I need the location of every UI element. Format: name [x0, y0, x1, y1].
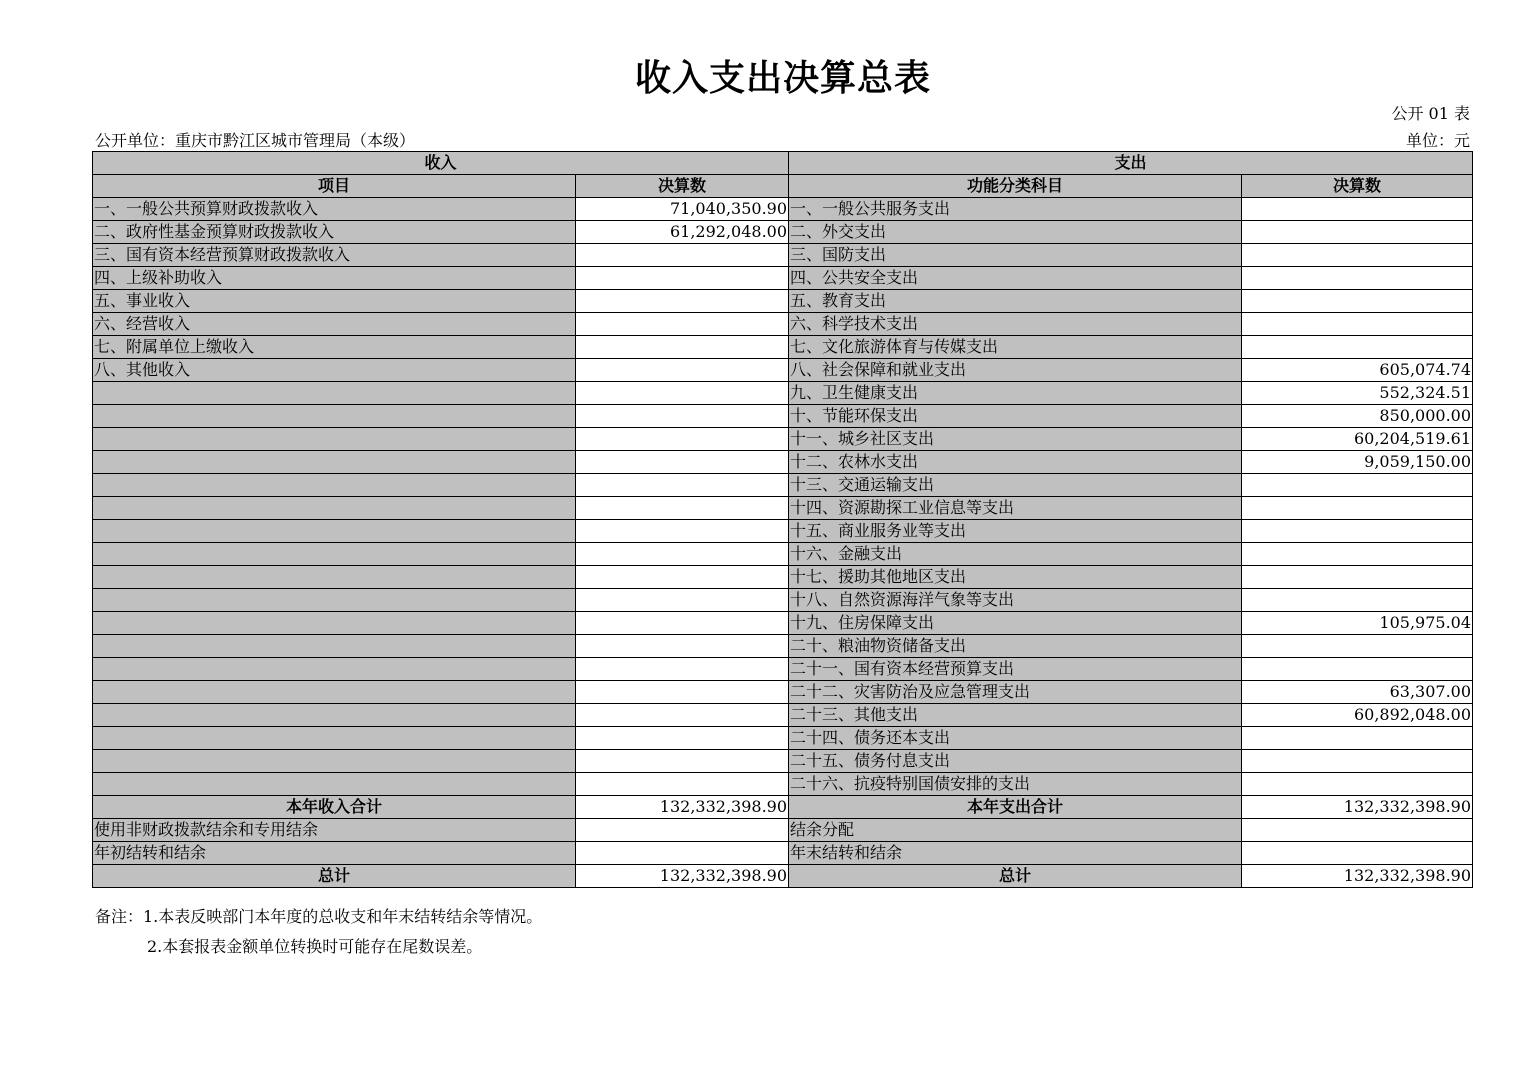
func-header: 功能分类科目: [789, 175, 1242, 198]
income-amount: 132,332,398.90: [576, 865, 789, 888]
expense-item: 十九、住房保障支出: [789, 612, 1242, 635]
income-amount: [576, 566, 789, 589]
form-code: 公开 01 表: [1391, 104, 1470, 123]
expense-amount: 605,074.74: [1242, 359, 1473, 382]
amount-header-income: 决算数: [576, 175, 789, 198]
table-row: [93, 727, 1473, 750]
expense-amount: [1242, 566, 1473, 589]
income-amount: [576, 290, 789, 313]
income-amount: 132,332,398.90: [576, 796, 789, 819]
table-row: [93, 773, 1473, 796]
expense-item: 十八、自然资源海洋气象等支出: [789, 589, 1242, 612]
table-row: [93, 336, 1473, 359]
income-amount: [576, 658, 789, 681]
expense-amount: [1242, 589, 1473, 612]
expense-amount: [1242, 290, 1473, 313]
expense-amount: [1242, 198, 1473, 221]
table-row: [93, 198, 1473, 221]
page-title: 收入支出决算总表: [634, 58, 931, 99]
expense-item: 十三、交通运输支出: [789, 474, 1242, 497]
table-row: [93, 635, 1473, 658]
income-amount: [576, 359, 789, 382]
expense-amount: [1242, 520, 1473, 543]
expense-amount: [1242, 267, 1473, 290]
income-amount: [576, 727, 789, 750]
income-item: [93, 566, 576, 589]
income-amount: [576, 451, 789, 474]
income-header: 收入: [93, 152, 789, 175]
expense-amount: [1242, 336, 1473, 359]
income-item: 一、一般公共预算财政拨款收入: [93, 198, 576, 221]
income-amount: [576, 635, 789, 658]
expense-item: 十、节能环保支出: [789, 405, 1242, 428]
expense-amount: 63,307.00: [1242, 681, 1473, 704]
income-item: 本年收入合计: [93, 796, 576, 819]
expense-item: 二十二、灾害防治及应急管理支出: [789, 681, 1242, 704]
header-row-columns: [93, 175, 1473, 198]
expense-amount: 60,204,519.61: [1242, 428, 1473, 451]
income-amount: [576, 313, 789, 336]
income-amount: [576, 842, 789, 865]
income-amount: [576, 704, 789, 727]
expense-amount: 105,975.04: [1242, 612, 1473, 635]
expense-amount: 850,000.00: [1242, 405, 1473, 428]
income-amount: [576, 244, 789, 267]
expense-amount: 60,892,048.00: [1242, 704, 1473, 727]
income-amount: [576, 773, 789, 796]
income-item: [93, 474, 576, 497]
income-amount: [576, 589, 789, 612]
income-amount: [576, 543, 789, 566]
income-amount: [576, 267, 789, 290]
income-amount: 71,040,350.90: [576, 198, 789, 221]
income-item: 使用非财政拨款结余和专用结余: [93, 819, 576, 842]
notes: [95, 902, 542, 962]
table-row: [93, 497, 1473, 520]
table-row: [93, 520, 1473, 543]
expense-item: 六、科学技术支出: [789, 313, 1242, 336]
table-row: [93, 428, 1473, 451]
expense-item: 三、国防支出: [789, 244, 1242, 267]
table-row: [93, 221, 1473, 244]
expense-amount: 9,059,150.00: [1242, 451, 1473, 474]
expense-item: 四、公共安全支出: [789, 267, 1242, 290]
expense-amount: [1242, 750, 1473, 773]
table-row: [93, 681, 1473, 704]
income-item: [93, 543, 576, 566]
amount-header-expense: 决算数: [1242, 175, 1473, 198]
expense-item: 七、文化旅游体育与传媒支出: [789, 336, 1242, 359]
expense-item: 十一、城乡社区支出: [789, 428, 1242, 451]
income-item: [93, 589, 576, 612]
income-amount: [576, 520, 789, 543]
income-item: [93, 658, 576, 681]
income-amount: [576, 497, 789, 520]
table-row: [93, 405, 1473, 428]
expense-item: 本年支出合计: [789, 796, 1242, 819]
expense-item: 十七、援助其他地区支出: [789, 566, 1242, 589]
expense-item: 结余分配: [789, 819, 1242, 842]
expense-amount: [1242, 244, 1473, 267]
expense-amount: 132,332,398.90: [1242, 865, 1473, 888]
table-row: [93, 612, 1473, 635]
expense-item: 十二、农林水支出: [789, 451, 1242, 474]
income-item: [93, 727, 576, 750]
income-item: [93, 750, 576, 773]
income-item: [93, 382, 576, 405]
income-item: [93, 428, 576, 451]
budget-table: [92, 151, 1473, 888]
expense-item: 二十三、其他支出: [789, 704, 1242, 727]
table-row: [93, 359, 1473, 382]
expense-item: 二十四、债务还本支出: [789, 727, 1242, 750]
income-item: [93, 681, 576, 704]
table-row: [93, 451, 1473, 474]
income-item: 三、国有资本经营预算财政拨款收入: [93, 244, 576, 267]
income-item: 年初结转和结余: [93, 842, 576, 865]
expense-item: 总计: [789, 865, 1242, 888]
income-item: 五、事业收入: [93, 290, 576, 313]
expense-amount: [1242, 497, 1473, 520]
table-row: [93, 750, 1473, 773]
table-row: [93, 658, 1473, 681]
expense-item: 二十一、国有资本经营预算支出: [789, 658, 1242, 681]
total-row: [93, 865, 1473, 888]
expense-amount: [1242, 474, 1473, 497]
expense-item: 五、教育支出: [789, 290, 1242, 313]
expense-item: 十六、金融支出: [789, 543, 1242, 566]
expense-amount: [1242, 635, 1473, 658]
table-row: [93, 474, 1473, 497]
unit-label: 单位：元: [1405, 131, 1470, 150]
income-amount: [576, 612, 789, 635]
table-row: [93, 543, 1473, 566]
expense-amount: [1242, 658, 1473, 681]
income-item: [93, 773, 576, 796]
expense-item: 二十六、抗疫特别国债安排的支出: [789, 773, 1242, 796]
expense-amount: [1242, 727, 1473, 750]
expense-item: 二十五、债务付息支出: [789, 750, 1242, 773]
table-row: [93, 267, 1473, 290]
expense-amount: [1242, 773, 1473, 796]
note-2: 2.本套报表金额单位转换时可能存在尾数误差。: [147, 937, 483, 956]
income-amount: [576, 819, 789, 842]
expense-amount: 552,324.51: [1242, 382, 1473, 405]
income-item: [93, 520, 576, 543]
item-header: 项目: [93, 175, 576, 198]
expense-amount: [1242, 543, 1473, 566]
income-item: [93, 405, 576, 428]
expense-amount: [1242, 819, 1473, 842]
expense-item: 十四、资源勘探工业信息等支出: [789, 497, 1242, 520]
table-row: [93, 566, 1473, 589]
table-row: [93, 382, 1473, 405]
expense-item: 一、一般公共服务支出: [789, 198, 1242, 221]
table-row: [93, 313, 1473, 336]
table-row: [93, 244, 1473, 267]
expense-amount: 132,332,398.90: [1242, 796, 1473, 819]
income-item: 总计: [93, 865, 576, 888]
income-amount: [576, 405, 789, 428]
expense-item: 八、社会保障和就业支出: [789, 359, 1242, 382]
income-amount: 61,292,048.00: [576, 221, 789, 244]
table-row: [93, 589, 1473, 612]
income-item: 六、经营收入: [93, 313, 576, 336]
income-item: [93, 704, 576, 727]
income-item: [93, 612, 576, 635]
expense-amount: [1242, 842, 1473, 865]
table-row: [93, 704, 1473, 727]
org-label: 公开单位：重庆市黔江区城市管理局（本级）: [95, 131, 416, 150]
expense-item: 二、外交支出: [789, 221, 1242, 244]
expense-item: 十五、商业服务业等支出: [789, 520, 1242, 543]
income-item: [93, 451, 576, 474]
income-amount: [576, 336, 789, 359]
income-item: 七、附属单位上缴收入: [93, 336, 576, 359]
income-item: [93, 635, 576, 658]
income-item: 四、上级补助收入: [93, 267, 576, 290]
table-row: [93, 819, 1473, 842]
income-item: 八、其他收入: [93, 359, 576, 382]
income-amount: [576, 681, 789, 704]
income-amount: [576, 428, 789, 451]
income-item: [93, 497, 576, 520]
expense-amount: [1242, 221, 1473, 244]
expense-item: 二十、粮油物资储备支出: [789, 635, 1242, 658]
expense-header: 支出: [789, 152, 1473, 175]
income-amount: [576, 750, 789, 773]
income-amount: [576, 382, 789, 405]
expense-item: 九、卫生健康支出: [789, 382, 1242, 405]
income-amount: [576, 474, 789, 497]
table-row: [93, 842, 1473, 865]
expense-item: 年末结转和结余: [789, 842, 1242, 865]
table-row: [93, 290, 1473, 313]
subtotal-row: [93, 796, 1473, 819]
income-item: 二、政府性基金预算财政拨款收入: [93, 221, 576, 244]
note-1: 备注：1.本表反映部门本年度的总收支和年末结转结余等情况。: [95, 907, 543, 926]
expense-amount: [1242, 313, 1473, 336]
header-row-sections: [93, 152, 1473, 175]
